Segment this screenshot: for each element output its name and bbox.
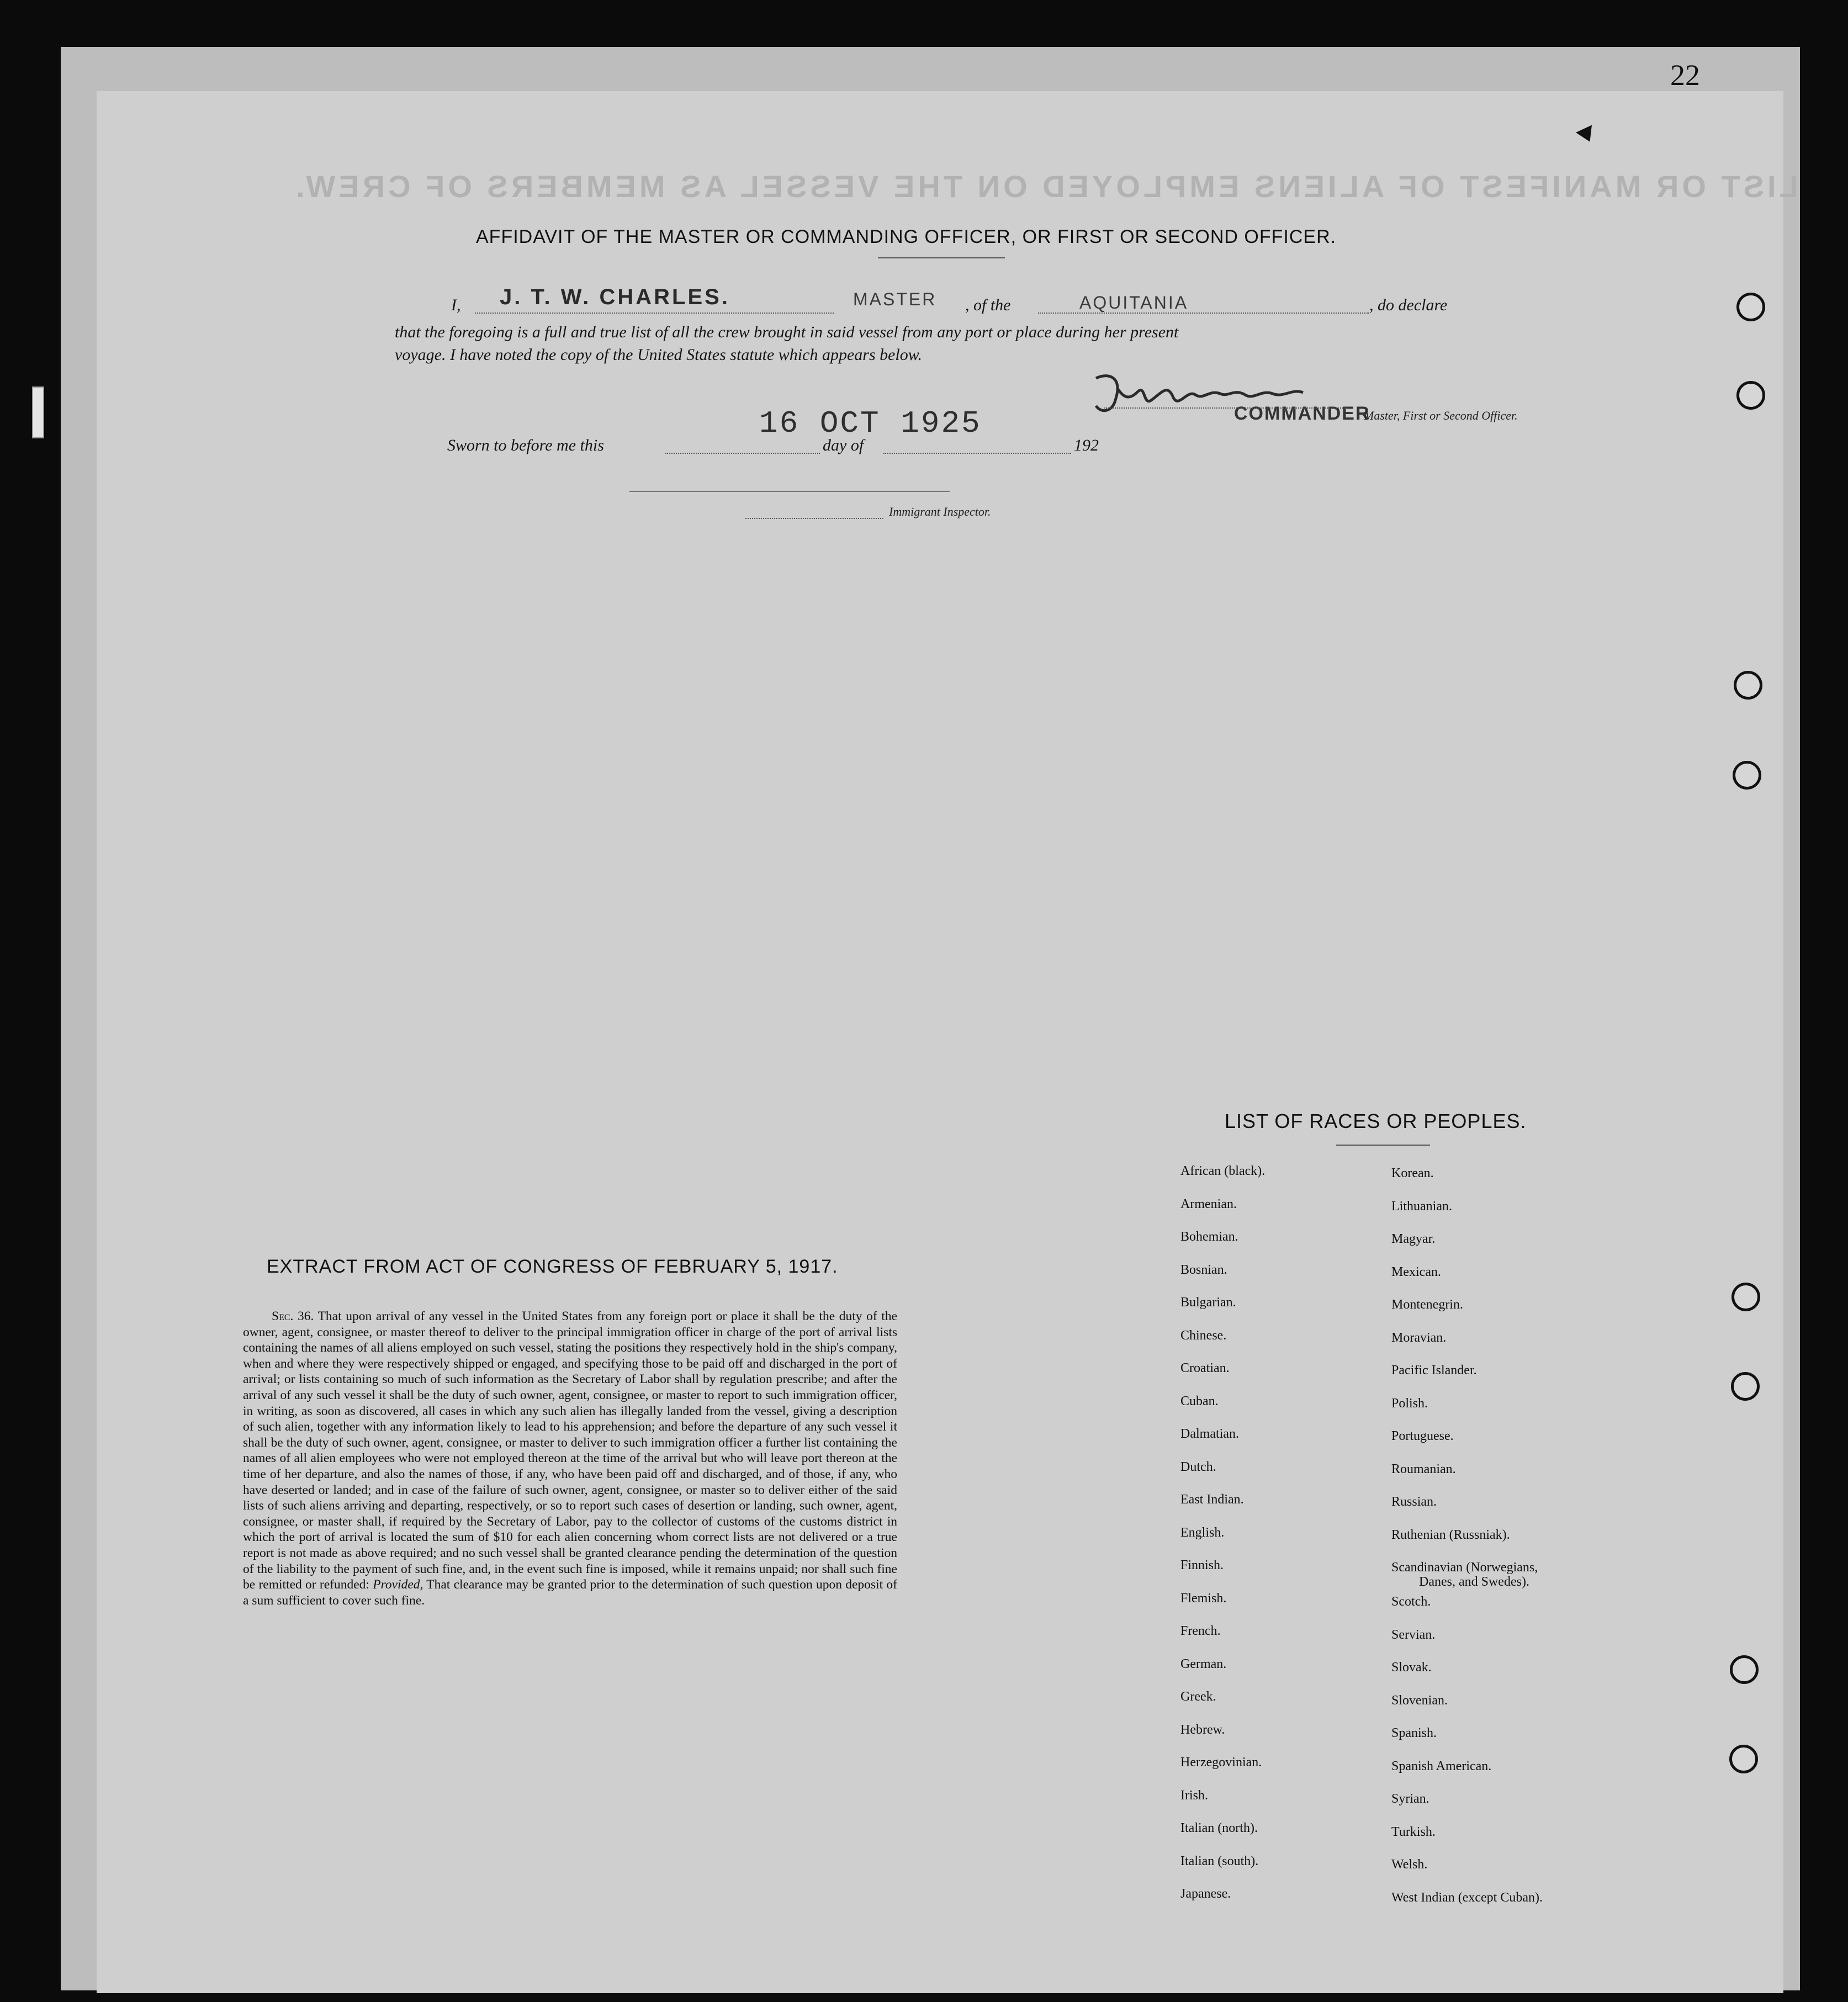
race-item: Roumanian. [1391,1461,1456,1476]
race-item: Magyar. [1391,1232,1436,1246]
race-item: Turkish. [1391,1824,1436,1839]
races-title-underline [1336,1145,1430,1146]
race-item: Montenegrin. [1391,1297,1463,1312]
races-title: LIST OF RACES OR PEOPLES. [1225,1110,1527,1132]
inspector-rule [629,491,950,492]
sworn-label: Sworn to before me this [447,436,604,454]
vessel-line [1038,313,1369,314]
race-item: Herzegovinian. [1180,1755,1262,1770]
inspector-line [745,518,883,519]
signature-line [1104,407,1347,409]
race-item: Scotch. [1391,1595,1431,1609]
month-line [883,453,1071,454]
name-line [475,313,834,314]
punch-hole-icon [1736,381,1765,410]
race-item: Servian. [1391,1627,1436,1642]
race-item: Hebrew. [1180,1722,1225,1737]
race-item: Mexican. [1391,1264,1441,1279]
punch-hole-icon [1731,1283,1760,1311]
affidavit-title: AFFIDAVIT OF THE MASTER OR COMMANDING OFFICER, OR FIRST OR SECOND OFFICER. [476,226,1337,247]
race-item: Chinese. [1180,1328,1227,1343]
do-declare-label: , do declare [1369,296,1448,314]
affidavit-line-3: voyage. I have noted the copy of the United States statute which appears below. [395,346,923,364]
race-item: Slovenian. [1391,1693,1448,1708]
extract-text-end: That clearance may be granted prior to the determination of such question upon deposit of a sum sufficient to cover such fine. [243,1577,897,1608]
section-label: Sec. 36. [272,1309,314,1323]
race-item: Dalmatian. [1180,1427,1239,1441]
affidavit-line-2: that the foregoing is a full and true list of all the crew brought in said vessel from any port or place during her present [395,323,1179,341]
race-item: Bohemian. [1180,1230,1238,1244]
day-of-label: day of [823,436,864,454]
race-item: Japanese. [1180,1887,1231,1901]
race-item: East Indian. [1180,1492,1244,1507]
race-item: Russian. [1391,1495,1437,1509]
race-item: Syrian. [1391,1792,1429,1806]
bleed-through-text: LIST OR MANIFEST OF ALIENS EMPLOYED ON THE VESSEL AS MEMBERS OF CREW. [293,169,1798,204]
race-item: Spanish American. [1391,1759,1492,1773]
day-line [665,453,820,454]
race-item: Finnish. [1180,1558,1224,1572]
page-number: 22 [1670,59,1700,92]
provided-label: Provided, [373,1577,423,1592]
race-item: French. [1180,1624,1221,1638]
race-item-continuation: Danes, and Swedes). [1419,1575,1529,1589]
race-item: Dutch. [1180,1459,1216,1474]
affidavit-i-label: I, [451,296,461,314]
race-item: Korean. [1391,1166,1434,1180]
race-item: Armenian. [1180,1196,1237,1211]
race-item: Italian (north). [1180,1821,1258,1835]
punch-hole-icon [1731,1372,1760,1401]
of-the-label: , of the [965,296,1011,314]
race-item: Ruthenian (Russniak). [1391,1527,1510,1542]
race-item: Lithuanian. [1391,1199,1452,1214]
race-item: Welsh. [1391,1857,1428,1872]
punch-hole-icon [1734,671,1762,700]
race-item: Polish. [1391,1396,1428,1411]
race-item: African (black). [1180,1164,1265,1178]
race-item: Bosnian. [1180,1262,1227,1277]
race-item: Italian (south). [1180,1853,1259,1868]
race-item: Bulgarian. [1180,1295,1236,1310]
extract-title: EXTRACT FROM ACT OF CONGRESS OF FEBRUARY 5, 1917. [267,1256,838,1277]
race-item: Irish. [1180,1788,1208,1803]
race-item: Greek. [1180,1689,1216,1704]
race-item: Croatian. [1180,1361,1230,1375]
races-right-column [1391,1166,1543,1923]
extract-body [243,1309,897,1608]
race-item: German. [1180,1656,1227,1671]
date-stamp: 16 OCT 1925 [759,406,982,441]
race-item: Slovak. [1391,1660,1432,1675]
extract-text: That upon arrival of any vessel in the United States from any foreign port or place it shall be the duty of the owner, agent, consignee, or master thereof to deliver to the principal immigration officer in charge of the port of arrival lists containing the names of all aliens employed on such vessel, stating the positions they respectively hold in the ship's company, when and where they were respectively shipped or engaged, and specifying those to be paid off and discharged in the port of arrival; or lists containing so much of such information as the Secretary of Labor shall by regulation prescribe; and after the arrival of any such vessel it shall be the duty of such owner, agent, consignee, or master to report to such immigration officer, in writing, as soon as discovered, all cases in which any such alien has illegally landed from the vessel, giving a description of such alien, together with any information likely to lead to his apprehension; and before the departure of any such vessel it shall be the duty of such owner, agent, consignee, or master to deliver to such immigration officer a further list containing the names of all alien employees who were not employed thereon at the time of the arrival but who will leave port thereon at the time of her departure, and also the names of those, if any, who have been paid off and discharged, and of those, if any, who have deserted or landed; and in case of the failure of such owner, agent, consignee, or master so to deliver either of the said lists of such aliens arriving and departing, respectively, or so to report such cases of desertion or landing, such owner, agent, consignee, or master shall, if required by the Secretary of Labor, pay to the collector of customs of the customs district in which the port of arrival is located the sum of $10 for each alien concerning whom correct lists are not delivered or a true report is not made as above required; and no such vessel shall be granted clearance pending the determination of the question of the liability to the payment of such fine, and, in the event such fine is imposed, while it remains unpaid; nor shall such fine be remitted or refunded: [243,1309,898,1592]
master-name-field: J. T. W. CHARLES. [500,285,730,309]
punch-hole-icon [1736,293,1765,321]
year-prefix: 192 [1074,436,1099,454]
officer-caption: Master, First or Second Officer. [1364,409,1518,422]
rank-field: MASTER [853,289,937,309]
race-item: Flemish. [1180,1591,1227,1606]
punch-hole-icon [1730,1655,1759,1684]
race-item-label: Scandinavian (Norwegians, [1391,1560,1538,1575]
inspector-label: Immigrant Inspector. [889,505,991,518]
race-item: Moravian. [1391,1330,1447,1345]
race-item: Pacific Islander. [1391,1363,1477,1378]
commander-stamp: COMMANDER [1234,403,1370,424]
punch-hole-icon [1733,761,1761,790]
race-item: Portuguese. [1391,1429,1454,1443]
race-item: English. [1180,1525,1225,1540]
vessel-name-field: AQUITANIA [1079,293,1189,313]
race-item: Spanish. [1391,1726,1437,1740]
race-item: West Indian (except Cuban). [1391,1890,1543,1905]
punch-hole-icon [1729,1745,1758,1773]
race-item: Cuban. [1180,1394,1219,1408]
race-item [1391,1560,1543,1595]
margin-tab [32,386,44,438]
races-left-column [1180,1164,1265,1920]
title-underline [878,257,1005,258]
